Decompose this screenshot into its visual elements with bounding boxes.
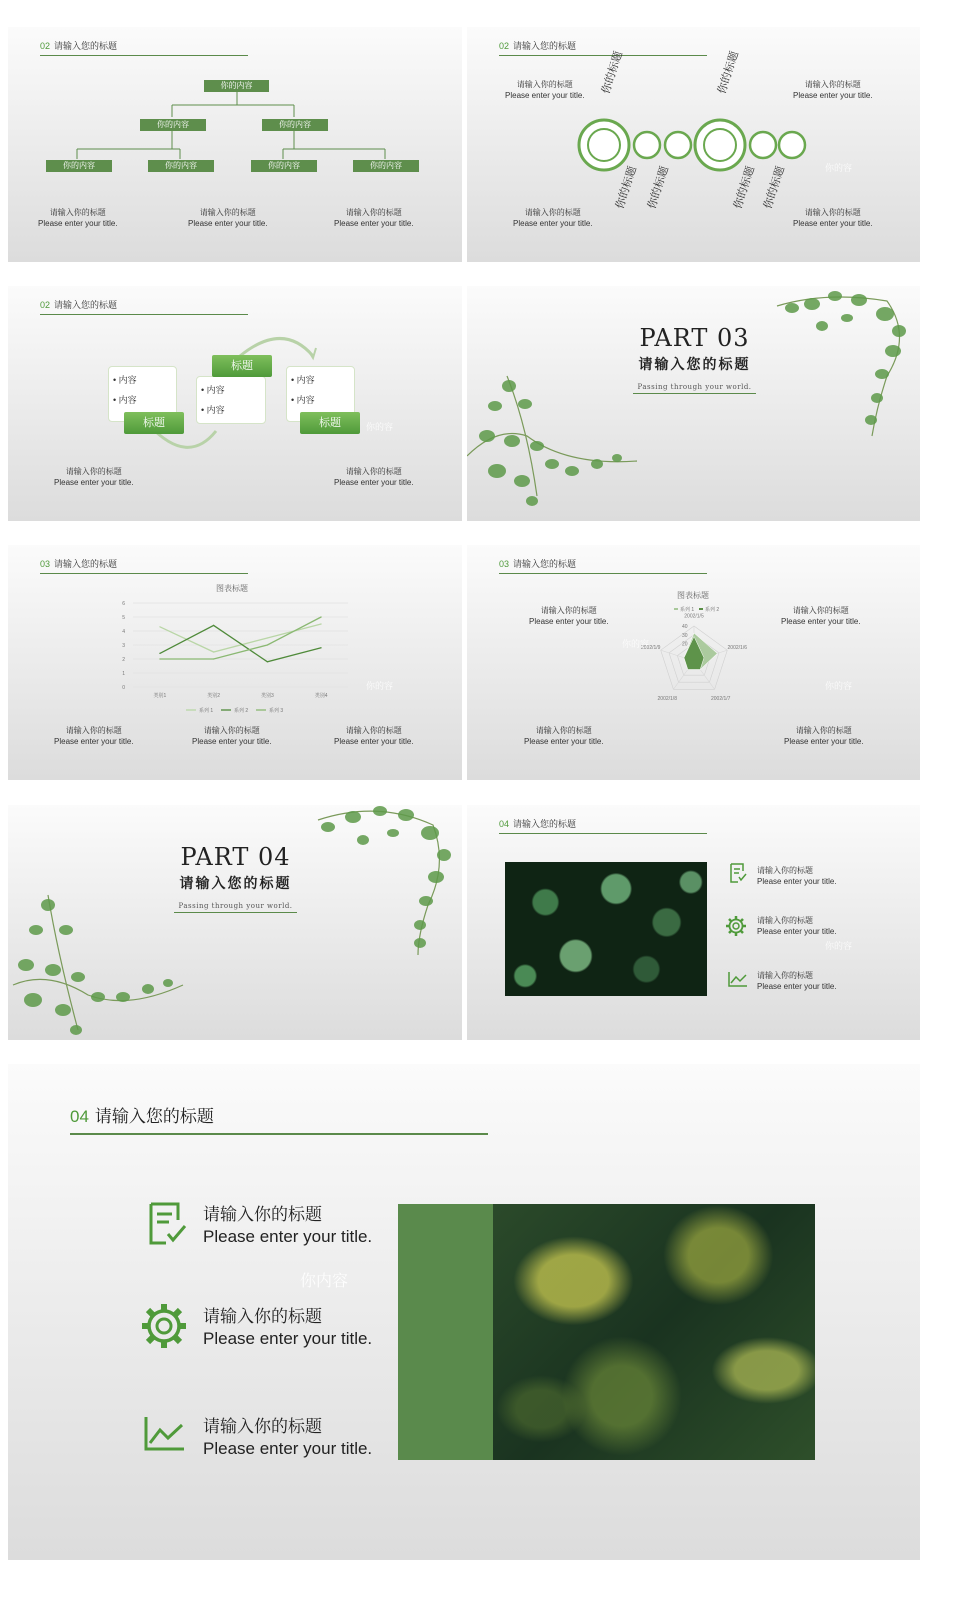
radar-tick-label: 40 [682, 624, 688, 630]
legend-label: 系列 2 [705, 607, 720, 613]
slide-header: 02 请输入您的标题 [40, 39, 248, 56]
watermark: 你的容 [825, 681, 853, 691]
tree-leaf-node: 你的内容 [148, 160, 214, 172]
leaf-vine-decoration [467, 286, 920, 521]
caption: 请输入你的标题 Please enter your title. [793, 208, 873, 228]
part-number: PART 04 [180, 843, 291, 871]
process-item: • 内容 [291, 395, 315, 405]
foliage-photo [493, 1204, 815, 1460]
slide-part-04 [8, 805, 462, 1040]
leaf-vine-decoration [8, 805, 462, 1040]
gear-icon [725, 915, 747, 937]
y-tick-label: 1 [122, 671, 125, 677]
watermark: 你的容 [825, 941, 853, 951]
radar-tick-label: 30 [682, 632, 688, 639]
caption: 请输入你的标题 Please enter your title. [513, 208, 593, 228]
feature-text: 请输入你的标题 Please enter your title. [203, 1205, 373, 1246]
list-item: 请输入你的标题 Please enter your title. [757, 916, 837, 936]
process-item: • 内容 [291, 375, 315, 385]
process-title-label: 标题 [124, 412, 184, 434]
data-point [267, 661, 268, 662]
tree-mid-node: 你的内容 [140, 119, 206, 131]
radar-category-label: 2002/1/7 [711, 695, 731, 702]
caption: 请输入你的标题 Please enter your title. [54, 726, 134, 746]
part-title-block [607, 324, 782, 394]
circle-label: 你的标题 [614, 164, 640, 211]
circle-label: 你的标题 [732, 164, 758, 211]
feature-text: 请输入你的标题 Please enter your title. [203, 1307, 373, 1348]
caption: 请输入你的标题 Please enter your title. [334, 208, 414, 228]
watermark: 你的容 [366, 422, 394, 432]
data-point [321, 623, 322, 624]
slide-header: 04 请输入您的标题 [499, 817, 707, 834]
slide-part-03 [467, 286, 920, 521]
feature-text: 请输入你的标题 Please enter your title. [203, 1417, 373, 1458]
slide-header: 04 请输入您的标题 [70, 1102, 488, 1135]
circle-label: 你的标题 [646, 164, 672, 211]
caption: 请输入你的标题 Please enter your title. [188, 208, 268, 228]
caption: 请输入你的标题 Please enter your title. [793, 80, 873, 100]
caption: 请输入你的标题 Please enter your title. [334, 726, 414, 746]
process-item: • 内容 [201, 405, 225, 415]
process-item: • 内容 [201, 385, 225, 395]
data-point [267, 644, 268, 645]
chart-title: 图表标题 [677, 591, 709, 600]
watermark: 你的容 [366, 681, 394, 691]
green-panel [398, 1204, 493, 1460]
data-point [159, 653, 160, 654]
watermark: 你的容 [622, 639, 650, 649]
tree-leaf-node: 你的内容 [251, 160, 317, 172]
process-item: • 内容 [113, 375, 137, 385]
list-item: 请输入你的标题 Please enter your title. [757, 971, 837, 991]
watermark: 你内容 [300, 1273, 349, 1290]
y-tick-label: 4 [122, 629, 125, 635]
x-tick-label: 类别2 [207, 693, 221, 699]
tree-leaf-node: 你的内容 [353, 160, 419, 172]
slide-header: 02 请输入您的标题 [40, 298, 248, 315]
caption: 请输入你的标题 Please enter your title. [781, 606, 861, 626]
checklist-icon [148, 1202, 188, 1246]
caption: 请输入你的标题 Please enter your title. [334, 467, 414, 487]
part-title: 请输入您的标题 [179, 876, 292, 892]
y-tick-label: 6 [122, 601, 125, 607]
slide-header: 03 请输入您的标题 [40, 557, 248, 574]
tree-mid-node: 你的内容 [262, 119, 328, 131]
y-tick-label: 3 [122, 643, 125, 649]
gear-icon [140, 1302, 188, 1350]
slide-image-list [467, 805, 920, 1040]
radar-category-label: 2002/1/5 [684, 613, 704, 620]
circle-label: 你的标题 [716, 49, 742, 96]
part-title: 请输入您的标题 [638, 357, 751, 373]
caption: 请输入你的标题 Please enter your title. [54, 467, 134, 487]
slide-process [8, 286, 462, 521]
legend-label: 系列 2 [234, 708, 249, 714]
chart-line-icon [144, 1416, 186, 1452]
tree-leaf-node: 你的内容 [46, 160, 112, 172]
x-tick-label: 类别3 [260, 693, 274, 699]
slide-line-chart [8, 545, 462, 780]
data-point [159, 626, 160, 627]
data-point [321, 647, 322, 648]
x-tick-label: 类别4 [314, 693, 328, 699]
process-title-label: 标题 [212, 355, 272, 377]
data-point [213, 651, 214, 652]
slide-large-feature [8, 1064, 920, 1560]
y-tick-label: 5 [122, 615, 125, 621]
caption: 请输入你的标题 Please enter your title. [505, 80, 585, 100]
y-tick-label: 2 [122, 657, 125, 663]
legend-label: 系列 1 [680, 607, 695, 613]
legend-label: 系列 1 [199, 708, 214, 714]
slide-header: 02 请输入您的标题 [499, 39, 707, 56]
chart-line-icon [728, 971, 748, 987]
slide-radar-chart [467, 545, 920, 780]
slide-circles [467, 27, 920, 262]
slide-header: 03 请输入您的标题 [499, 557, 707, 574]
caption: 请输入你的标题 Please enter your title. [192, 726, 272, 746]
circle-label: 你的标题 [762, 164, 788, 211]
circle-label: 你的标题 [600, 49, 626, 96]
series-line [160, 624, 321, 652]
list-item: 请输入你的标题 Please enter your title. [757, 866, 837, 886]
radar-category-label: 2002/1/9 [640, 644, 661, 651]
circle-chain [467, 27, 920, 262]
watermark: 你的容 [825, 163, 853, 173]
radar-tick-label: 20 [682, 641, 688, 648]
data-point [267, 637, 268, 638]
tree-root-node: 你的内容 [204, 80, 269, 92]
part-title-block [153, 843, 318, 913]
x-tick-label: 类别1 [153, 693, 167, 699]
chart-title: 图表标题 [216, 584, 248, 593]
process-card [196, 376, 266, 424]
y-tick-label: 0 [122, 685, 125, 691]
data-point [159, 658, 160, 659]
data-point [321, 616, 322, 617]
checklist-icon [729, 863, 747, 883]
leaves-photo [505, 862, 707, 996]
caption: 请输入你的标题 Please enter your title. [784, 726, 864, 746]
radar-category-label: 2002/1/6 [727, 644, 748, 651]
radar-category-label: 2002/1/8 [657, 695, 677, 702]
part-subtitle: Passing through your world. [174, 902, 296, 913]
data-point [213, 625, 214, 626]
legend-label: 系列 3 [269, 708, 284, 714]
caption: 请输入你的标题 Please enter your title. [38, 208, 118, 228]
process-title-label: 标题 [300, 412, 360, 434]
process-item: • 内容 [113, 395, 137, 405]
slide-org-chart [8, 27, 462, 262]
caption: 请输入你的标题 Please enter your title. [529, 606, 609, 626]
part-subtitle: Passing through your world. [633, 383, 755, 394]
caption: 请输入你的标题 Please enter your title. [524, 726, 604, 746]
part-number: PART 03 [639, 324, 750, 352]
data-point [213, 658, 214, 659]
